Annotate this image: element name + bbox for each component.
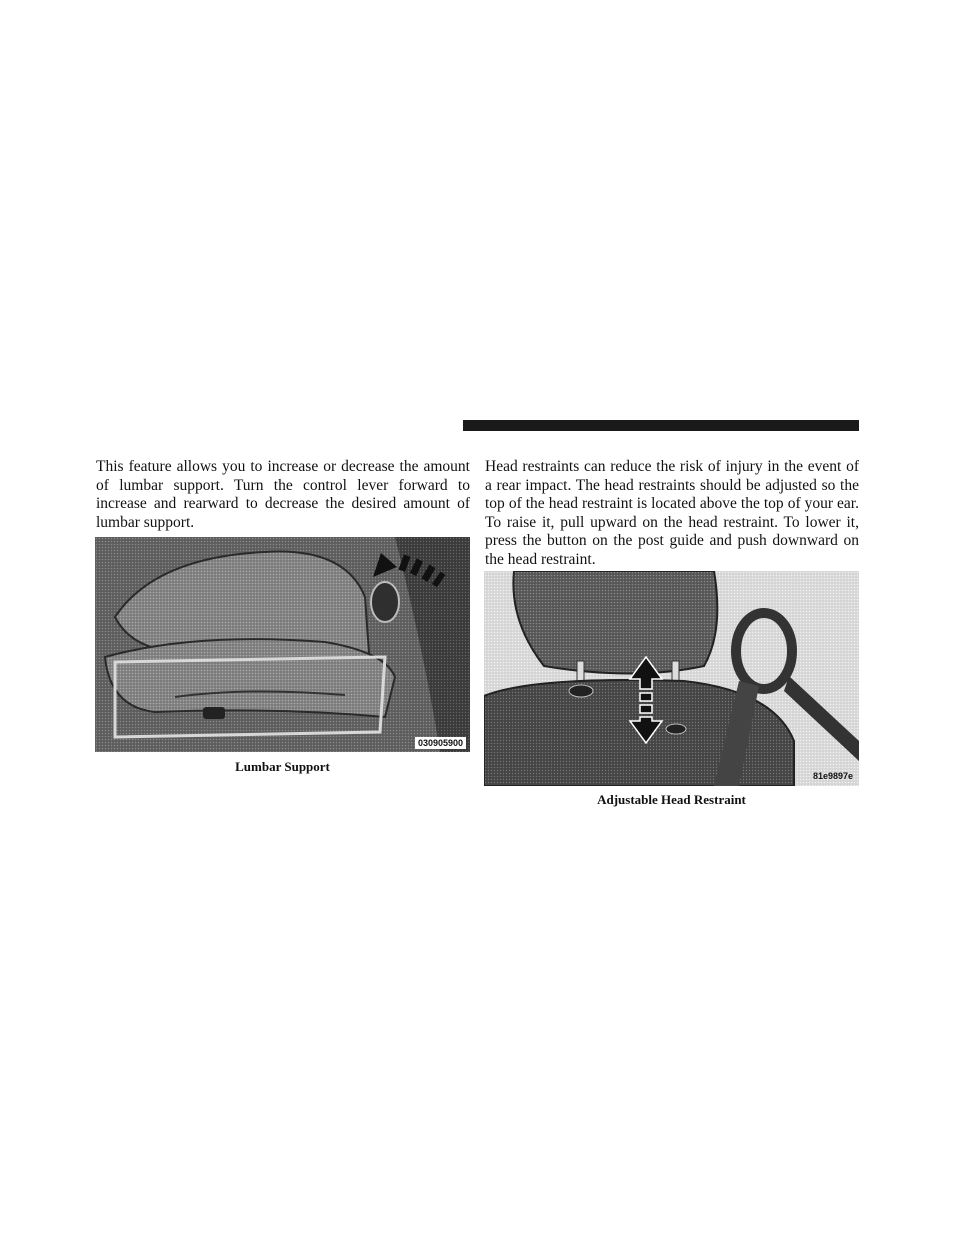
lumbar-seat-illustration — [95, 537, 470, 752]
lumbar-support-figure — [95, 537, 470, 752]
head-restraint-figure — [484, 571, 859, 786]
figure-code: 030905900 — [415, 737, 466, 749]
head-restraint-caption: Adjustable Head Restraint — [597, 792, 746, 807]
lumbar-support-paragraph: This feature allows you to increase or decrease the amount of lumbar support. Turn the control lever forward to increase and rearward to decrease the desired amount of lumbar support. — [96, 458, 470, 531]
head-restraint-illustration — [484, 571, 859, 786]
figure-code: 81e9897e — [812, 771, 853, 781]
lumbar-support-caption: Lumbar Support — [235, 759, 330, 774]
head-restraint-paragraph: Head restraints can reduce the risk of injury in the event of a rear impact. The head restraints should be adjusted so the top of the head restraint is located above the top of your ear. To raise it, pull upward on the head restraint. To lower it, press the button on the post guide and push downward on the head restraint. — [485, 458, 859, 568]
section-header-bar — [463, 420, 859, 431]
